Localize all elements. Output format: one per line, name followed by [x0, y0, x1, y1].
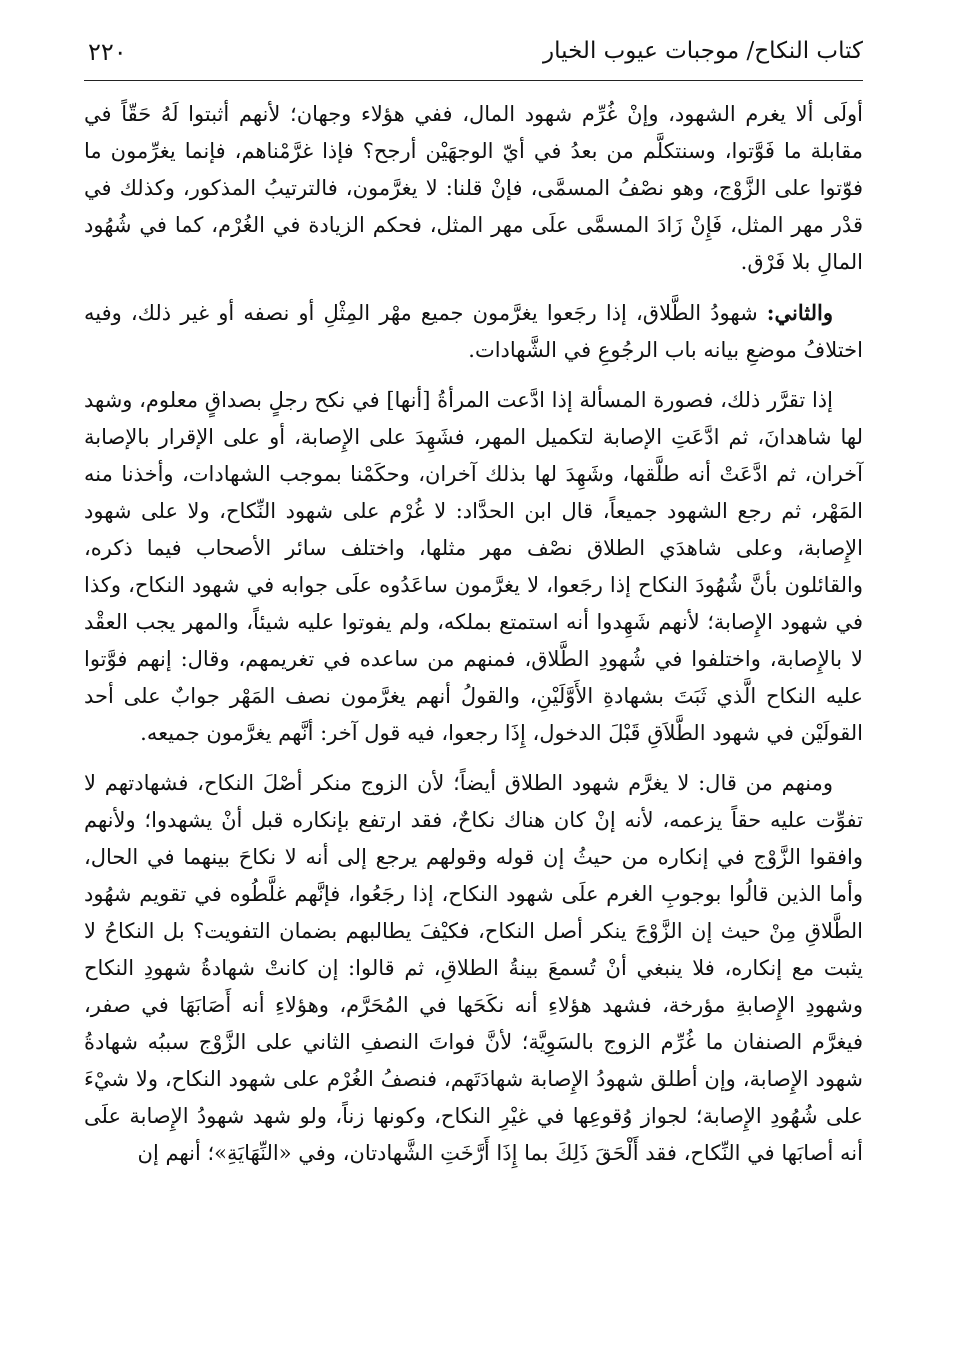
- header-title: كتاب النكاح/ موجبات عيوب الخيار: [543, 38, 863, 64]
- paragraph-4: [84, 765, 863, 1172]
- paragraph-text: إذا تقرَّر ذلك، فصورة المسألة إذا ادَّعت المرأةُ [أنها] في نكح رجلٍ بصداقٍ معلوم، وشهد لها شاهدانَ، ثم ادَّعَتِ الإصابة لتكميل المهر، فشَهِدَ على الإِصابة، أو على الإقرار بالإصابة آخران، ثم ادَّعَتْ أنه طلَّقها، وشَهِدَ لها بذلك آخران، وحكَمْنا بموجب الشهادات، وأخذنا منه المَهْر، ثم رجع الشهود جميعاً، قال ابن الحدَّاد: لا غُرْم على شهود النِّكاح، ولا على شهود الإِصابة، وعلى شاهدَي الطلاق نصْف مهر مثلها، واختلف سائر الأصحاب فيما ذكره، والقائلون بأنَّ شُهُودَ النكاح إذا رجَعوا، لا يغرَّمون ساعَدُوه علَى جوابه في شهود النكاح، وكذا في شهود الإِصابة؛ لأنهم شَهِدوا أنه استمتع بملكه، ولم يفوتوا عليه شيئاً، والمهر يجب العقْد لا بالإِصابة، واختلفوا في شُهودِ الطَّلاق، فمنهم من ساعده في تغريمهم، وقال: إنهم فوَّتوا عليه النكاح الَّذي ثَبَتَ بشهادةِ الأَوَّلَيْنِ، والقولُ أنهم يغرَّمون نصف المَهْر جوابٌ على أحد القولَيْن في شهود الطَّلاَقِ قَبْلَ الدخول، إِذَا رجعوا، فيه قول آخر: أنَّهم يغرَّمون جميعه.: [84, 388, 863, 745]
- paragraph-3: [84, 382, 863, 752]
- paragraph-lead: والثاني:: [766, 300, 833, 325]
- page-number: ٢٢٠: [88, 38, 127, 66]
- running-header: [84, 34, 863, 81]
- paragraph-1: [84, 96, 863, 281]
- paragraph-text: ومنهم من قال: لا يغرَّم شهود الطلاق أيضاً؛ لأن الزوج منكر أصْلَ النكاح، فشهادتهم لا تفوِّت عليه حقاً يزعمه، لأنه إنْ كان هناك نكاحٌ، فقد ارتفع بإنكاره قبل أنْ يشهدوا؛ ولأنهم وافقوا الزَّوْج في إنكاره من حيثُ إن قوله وقولهم يرجع إلى أنه لا نكاحَ بينهما في الحال، وأما الذين قالُوا بوجوبِ الغرم علَى شهود النكاح، إذا رجَعُوا، فإنَّهم غلَّطُوه في تقويم شهُود الطَّلاقِ مِنْ حيث إن الزَّوْجَ ينكر أصل النكاح، فكيْفَ يطالبهم بضمان التفويت؟ بل النكاحُ لا يثبت مع إنكاره، فلا ينبغي أنْ تُسمعَ بينةُ الطلاقِ، ثم قالوا: إن كانتْ شهادةُ شهودِ النكاح وشهودِ الإِصابةِ مؤرخة، فشهد هؤلاءِ أنه نكَحَها في المُحَرَّم، وهؤلاءِ أنه أَصَابَهَا في صفر، فيغرَّم الصنفان ما غُرِّم الزوج بالسَوِيَّة؛ لأنَّ فواتَ النصفِ الثاني على الزَّوْج سببُه شهادةُ شهود الإِصابة، وإن أطلق شهودُ الإِصابة شهادَتَهم، فنصفُ الغُرْم على شهود النكاح، ولا شيْءَ على شُهُودِ الإِصابة؛ لجواز وُقوعِها في غيْرِ النكاح، وكونها زناً، ولو شهد شهودُ الإِصابة علَى أنه أصابَها في النِّكاح، فقد أَلْحَقَ ذَلِكَ بما إِذَا أَرَّخَتِ الشَّهادتان، وفي «النِّهَايَةِ»؛ أنهم إن: [84, 771, 863, 1165]
- body-text: [84, 96, 863, 1172]
- paragraph-2: [84, 294, 863, 369]
- paragraph-text: أولَى ألا يغرم الشهود، وإنْ غُرِّم شهود المال، ففي هؤلاء وجهان؛ لأنهم أثبتوا لَهُ حَقّاً في مقابلة ما فَوَّتوا، وسنتكلَّم من بعدُ في أيّ الوجهَيْن أرجح؟ فإذا غرَّمْناهم، فإنما يغرِّمون ما فوّتوا على الزَّوْج، وهو نصْفُ المسمَّى، فإنْ قلنا: لا يغرَّمون، فالترتيبُ المذكور، وكذلك في قدْر مهر المثل، فَإِنْ زَادَ المسمَّى علَى مهر المثل، فحكم الزيادة في الغُرْم، كما في شُهُود المالِ بلا فَرْق.: [84, 102, 863, 274]
- paragraph-text: شهودُ الطَّلاق، إذا رجَعوا يغرَّمون جميع مهْر المِثْلِ أو نصفه أو غير ذلك، وفيه اختلافُ موضعِ بيانه باب الرجُوعِ في الشَّهادات.: [84, 301, 863, 362]
